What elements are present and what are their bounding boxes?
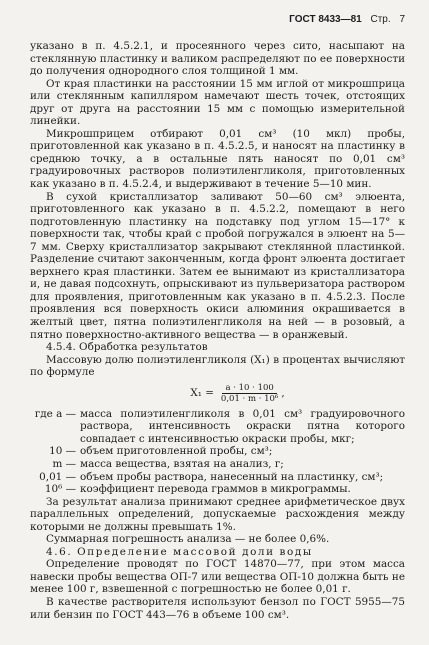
standard-number: ГОСТ 8433—81 <box>289 14 362 25</box>
definition-symbol: где a — <box>34 407 76 420</box>
definition-text: объем приготовленной пробы, см³; <box>80 445 273 458</box>
paragraph: В сухой кристаллизатор заливают 50—60 см³ элюента, приготовленного как указано в п. 4.5.2.2, помещают в него подготовленную пластинку на подставку под углом 15—17° к поверхности так, чтобы край с пробой погружался в элюент на 5—7 мм. Сверху кристаллизатор закрывают стеклянной пластинкой. Разделение считают законченным, когда фронт элюента достигает верхнего края пластинки. Затем ее вынимают из кристаллизатора и, не давая подсохнуть, опрыскивают из пульверизатора раствором для проявления, приготовленным как указано в п. 4.5.2.3. После проявления вся поверхность окиси алюминия окрашивается в желтый цвет, пятна полиэтиленгликоля на ней — в розовый, а пятно поверхностно-активного вещества — в оранжевый. <box>30 190 405 341</box>
paragraph: указано в п. 4.5.2.1, и просеянного через сито, насыпают на стеклянную пластинку и валиком распределяют по ее поверхности до получения однородного слоя толщиной 1 мм. <box>30 40 405 78</box>
formula-numerator: a · 10 · 100 <box>222 383 276 394</box>
paragraph: Определение проводят по ГОСТ 14870—77, при этом масса навески пробы вещества ОП-7 или вещества ОП-10 должна быть не менее 100 г, взвешенной с погрешностью не более 0,01 г. <box>30 558 405 596</box>
paragraph: Суммарная погрешность анализа — не более 0,6%. <box>46 533 330 546</box>
definition-item <box>30 458 405 471</box>
definition-text: коэффициент перевода граммов в микрограммы. <box>80 483 351 496</box>
definition-symbol: 0,01 — <box>39 470 76 483</box>
section-heading <box>30 341 405 354</box>
paragraph: Микрошприцем отбирают 0,01 см³ (10 мкл) пробы, приготовленной как указано в п. 4.5.2.5, и наносят на пластинку в среднюю точку, а в остальные пять наносят по 0,01 см³ градуировочных растворов полиэтиленгликоля, приготовленных как указано в п. 4.5.2.4, и выдерживают в течение 5—10 мин. <box>30 127 405 191</box>
formula-denominator: 0,01 · m · 10⁶ <box>220 394 279 405</box>
definition-text: масса полиэтиленгликоля в 0,01 см³ градуировочного раствора, интенсивность окраски пятна которого совпадает с интенсивностью окраски пробы, мкг; <box>80 407 405 445</box>
page-label: Стр. <box>370 14 391 25</box>
paragraph: За результат анализа принимают среднее арифметическое двух параллельных определений, допускаемые расхождения между которыми не должны превышать 1%. <box>30 495 405 533</box>
formula-fraction <box>218 383 281 404</box>
definition-symbol: 10 — <box>49 445 76 458</box>
definition-text: объем пробы раствора, нанесенный на пластинку, см³; <box>80 470 384 483</box>
formula <box>70 381 405 407</box>
paragraph: В качестве растворителя используют бензол по ГОСТ 5955—75 или бензин по ГОСТ 443—76 в объеме 100 см³. <box>30 595 405 621</box>
formula-end: , <box>281 387 285 400</box>
definition-item <box>30 408 405 446</box>
definition-item <box>30 445 405 458</box>
definitions-list <box>30 408 405 496</box>
document-body <box>30 40 405 621</box>
paragraph: Массовую долю полиэтиленгликоля (X₁) в процентах вычисляют по формуле <box>30 353 405 379</box>
page-header <box>289 14 405 25</box>
section-heading-text: 4.5.4. Обработка результатов <box>46 341 208 354</box>
definition-item <box>30 471 405 484</box>
definition-symbol: 10⁶ — <box>44 483 76 496</box>
definition-item <box>30 483 405 496</box>
definition-text: масса вещества, взятая на анализ, г; <box>80 457 284 470</box>
paragraph: От края пластинки на расстоянии 15 мм иглой от микрошприца или стеклянным капилляром намечают шесть точек, отстоящих друг от друга на расстоянии 15 мм с помощью измерительной линейки. <box>30 77 405 128</box>
section-heading: 4.6. Определение массовой доли воды <box>46 545 313 558</box>
definition-symbol: m — <box>52 457 76 470</box>
page-number: 7 <box>399 14 405 25</box>
formula-lhs: X₁ = <box>190 387 214 400</box>
